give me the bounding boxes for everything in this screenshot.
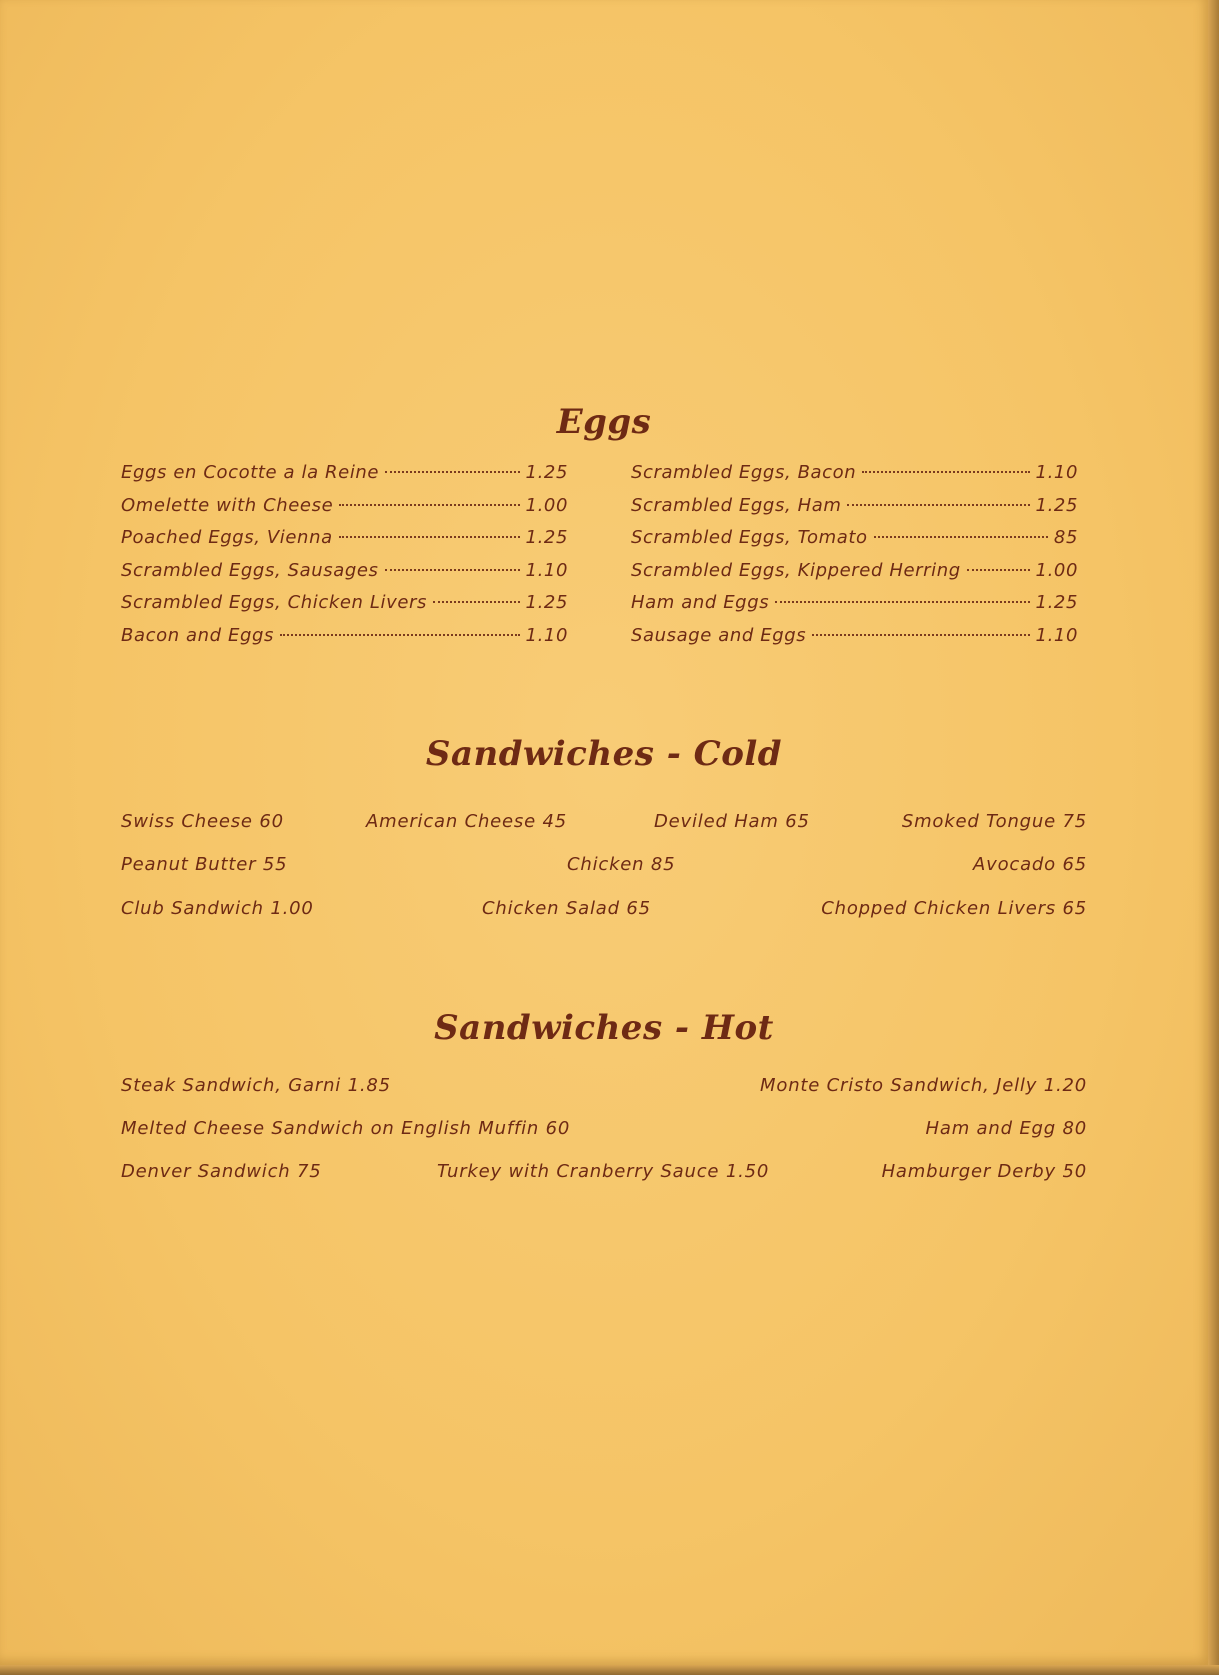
egg-menu-row (631, 592, 1078, 616)
dot-leader (775, 601, 1029, 603)
menu-item: American Cheese 45 (366, 811, 567, 832)
menu-item: Steak Sandwich, Garni 1.85 (121, 1075, 391, 1096)
menu-item: Ham and Egg 80 (925, 1118, 1087, 1139)
egg-menu-row (121, 592, 568, 616)
menu-item: Denver Sandwich 75 (121, 1161, 322, 1182)
dot-leader (339, 536, 520, 538)
dot-leader (385, 471, 519, 473)
menu-item: Club Sandwich 1.00 (121, 898, 314, 919)
menu-item: Hamburger Derby 50 (881, 1161, 1087, 1182)
menu-item-price: 85 (1053, 527, 1078, 548)
menu-item-price: 1.10 (525, 624, 568, 646)
eggs-heading: Eggs (556, 402, 652, 442)
menu-item-name: Sausage and Eggs (631, 624, 807, 646)
menu-item-price: 1.00 (1035, 559, 1078, 581)
menu-item: Swiss Cheese 60 (121, 811, 284, 832)
menu-item-name: Bacon and Eggs (121, 624, 275, 646)
egg-menu-row (631, 462, 1078, 486)
menu-item: Deviled Ham 65 (654, 811, 810, 832)
menu-item-name: Poached Eggs, Vienna (121, 527, 333, 548)
dot-leader (862, 471, 1029, 473)
sandwiches-hot-heading: Sandwiches - Hot (434, 1008, 774, 1048)
sandwiches-cold-heading: Sandwiches - Cold (425, 734, 783, 774)
menu-item: Smoked Tongue 75 (901, 811, 1087, 832)
dot-leader (812, 634, 1029, 636)
egg-menu-row (121, 462, 568, 486)
dot-leader (339, 504, 519, 506)
menu-item-price: 1.25 (525, 462, 568, 483)
menu-item-name: Scrambled Eggs, Tomato (631, 527, 868, 548)
menu-item: Avocado 65 (973, 854, 1087, 875)
menu-item-name: Ham and Eggs (631, 592, 770, 613)
egg-menu-row (121, 625, 568, 649)
menu-item-name: Eggs en Cocotte a la Reine (121, 462, 380, 483)
menu-item: Turkey with Cranberry Sauce 1.50 (437, 1161, 770, 1182)
dot-leader (433, 601, 519, 603)
menu-item-price: 1.10 (1035, 462, 1078, 483)
menu-item-price: 1.00 (525, 494, 568, 516)
menu-item-price: 1.25 (1035, 494, 1078, 516)
menu-item-name: Scrambled Eggs, Kippered Herring (631, 559, 961, 581)
menu-item: Melted Cheese Sandwich on English Muffin 60 (121, 1118, 571, 1139)
menu-item-price: 1.25 (525, 527, 568, 548)
egg-menu-row (121, 560, 568, 584)
page-edge (1208, 0, 1219, 1675)
menu-item: Chicken Salad 65 (482, 898, 651, 919)
dot-leader (847, 504, 1029, 506)
egg-menu-row (631, 527, 1078, 551)
menu-item: Monte Cristo Sandwich, Jelly 1.20 (760, 1075, 1087, 1096)
dot-leader (874, 536, 1048, 538)
menu-item-price: 1.10 (1035, 624, 1078, 646)
menu-item: Peanut Butter 55 (121, 854, 288, 875)
page-bottom-edge (0, 1665, 1219, 1675)
menu-item-name: Scrambled Eggs, Sausages (121, 559, 379, 581)
menu-item-name: Scrambled Eggs, Chicken Livers (121, 592, 428, 613)
menu-item-name: Omelette with Cheese (121, 494, 334, 516)
dot-leader (967, 569, 1030, 571)
egg-menu-row (631, 495, 1078, 519)
menu-item: Chopped Chicken Livers 65 (821, 898, 1087, 919)
egg-menu-row (121, 495, 568, 519)
dot-leader (280, 634, 520, 636)
egg-menu-row (631, 560, 1078, 584)
menu-item-price: 1.25 (1035, 592, 1078, 613)
menu-item: Chicken 85 (567, 854, 676, 875)
egg-menu-row (631, 625, 1078, 649)
menu-item-price: 1.25 (525, 592, 568, 613)
menu-item-price: 1.10 (525, 559, 568, 581)
dot-leader (385, 569, 520, 571)
egg-menu-row (121, 527, 568, 551)
menu-item-name: Scrambled Eggs, Ham (631, 494, 842, 516)
menu-item-name: Scrambled Eggs, Bacon (631, 462, 857, 483)
